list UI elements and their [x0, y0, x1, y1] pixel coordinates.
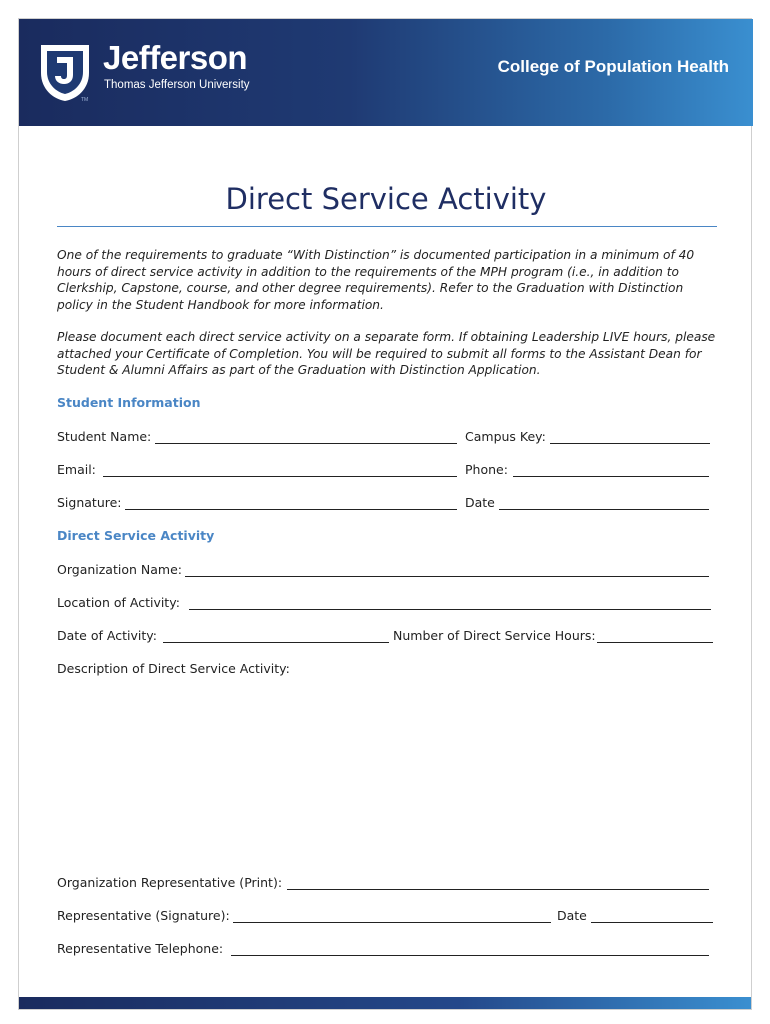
intro-paragraph-1: One of the requirements to graduate “With Distinction” is documented participation in a minimum of 40 hours of direct service activity in addition to the requirements of the MPH program (i.e., in addition to Clerkship, Capstone, course, and other degree requirements). Refer to the Graduation with Distinction policy in the Student Handbook for more information.	[57, 248, 695, 312]
jefferson-shield-icon	[39, 43, 91, 103]
rep-phone-label: Representative Telephone:	[57, 941, 224, 956]
email-label: Email:	[57, 462, 96, 477]
brand-subtitle: Thomas Jefferson University	[104, 79, 250, 91]
signature-label: Signature:	[57, 495, 122, 510]
organization-name-field[interactable]	[185, 576, 709, 577]
college-name: College of Population Health	[497, 57, 729, 76]
brand-name: Jefferson	[103, 39, 248, 76]
form-page	[18, 18, 752, 1010]
location-label: Location of Activity:	[57, 595, 180, 610]
email-field[interactable]	[103, 476, 457, 477]
signature-field[interactable]	[125, 509, 457, 510]
rep-signature-field[interactable]	[233, 922, 551, 923]
location-field[interactable]	[189, 609, 711, 610]
campus-key-field[interactable]	[550, 443, 710, 444]
activity-heading: Direct Service Activity	[57, 528, 215, 543]
student-info-heading: Student Information	[57, 395, 201, 410]
rep-print-label: Organization Representative (Print):	[57, 875, 283, 890]
rep-print-field[interactable]	[287, 889, 709, 890]
date-of-activity-field[interactable]	[163, 642, 389, 643]
date-of-activity-label: Date of Activity:	[57, 628, 157, 643]
rep-date-label: Date	[557, 908, 587, 923]
header-banner	[19, 19, 753, 126]
rep-phone-field[interactable]	[231, 955, 709, 956]
hours-field[interactable]	[597, 642, 713, 643]
page-title: Direct Service Activity	[225, 182, 547, 216]
trademark: TM	[81, 97, 89, 103]
student-name-field[interactable]	[155, 443, 457, 444]
student-name-label: Student Name:	[57, 429, 152, 444]
phone-field[interactable]	[513, 476, 709, 477]
rep-date-field[interactable]	[591, 922, 713, 923]
phone-label: Phone:	[465, 462, 508, 477]
hours-label: Number of Direct Service Hours:	[393, 628, 596, 643]
date-field[interactable]	[499, 509, 709, 510]
footer-bar	[19, 997, 751, 1009]
intro-paragraph-2: Please document each direct service activity on a separate form. If obtaining Leadership LIVE hours, please attached your Certificate of Completion. You will be required to submit all forms to the Assistant Dean for Student & Alumni Affairs as part of the Graduation with Distinction Application.	[57, 330, 716, 377]
title-divider	[57, 226, 717, 227]
description-area[interactable]	[57, 681, 713, 871]
organization-name-label: Organization Name:	[57, 562, 182, 577]
rep-signature-label: Representative (Signature):	[57, 908, 230, 923]
date-label: Date	[465, 495, 495, 510]
description-label: Description of Direct Service Activity:	[57, 661, 290, 676]
campus-key-label: Campus Key:	[465, 429, 546, 444]
